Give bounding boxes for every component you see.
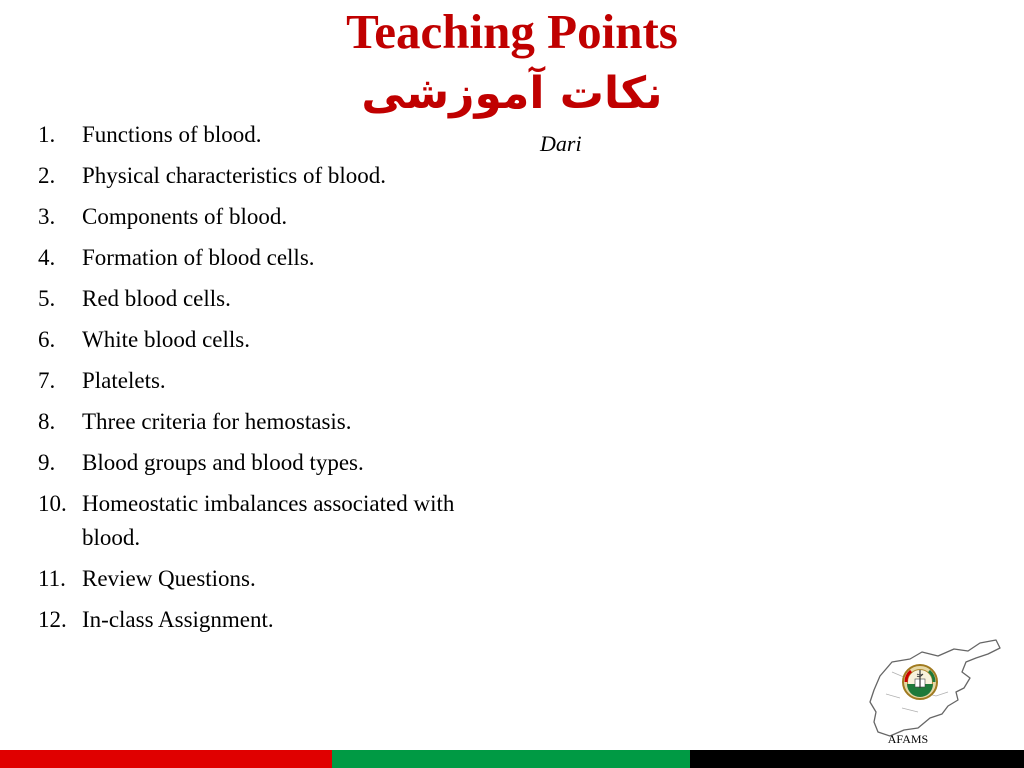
teaching-points-list (38, 118, 508, 644)
slide-title: Teaching Points (346, 4, 678, 59)
item-text: Functions of blood. (82, 122, 262, 147)
item-text: Platelets. (82, 368, 166, 393)
item-text: Physical characteristics of blood. (82, 163, 387, 188)
list-item (38, 603, 508, 637)
item-number: 3. (38, 204, 56, 229)
footer-flag-bar (0, 750, 1024, 768)
item-number: 9. (38, 450, 56, 475)
item-number: 7. (38, 368, 56, 393)
item-text: Components of blood. (82, 204, 288, 229)
item-text: White blood cells. (82, 327, 250, 352)
item-text: Blood groups and blood types. (82, 450, 364, 475)
list-item (38, 405, 508, 439)
item-text: Red blood cells. (82, 286, 231, 311)
list-item (38, 562, 508, 596)
list-item (38, 364, 508, 398)
list-item (38, 446, 508, 480)
list-item (38, 159, 508, 193)
list-item (38, 200, 508, 234)
item-number: 2. (38, 163, 56, 188)
item-number: 4. (38, 245, 56, 270)
item-number: 12. (38, 607, 67, 632)
slide-subtitle-dari: نکات آموزشی (361, 68, 663, 119)
list-item (38, 282, 508, 316)
afams-label: AFAMS (887, 732, 929, 746)
list-item (38, 487, 508, 555)
language-label: Dari (540, 131, 582, 156)
item-text: Homeostatic imbalances associated with blood. (82, 491, 455, 550)
item-text: Three criteria for hemostasis. (82, 409, 352, 434)
list-item (38, 241, 508, 275)
item-text: Review Questions. (82, 566, 256, 591)
footer-black-segment (690, 750, 1024, 768)
list-item (38, 118, 508, 152)
item-number: 5. (38, 286, 56, 311)
item-number: 10. (38, 491, 67, 516)
item-text: In-class Assignment. (82, 607, 274, 632)
footer-green-segment (332, 750, 690, 768)
item-text: Formation of blood cells. (82, 245, 315, 270)
list-item (38, 323, 508, 357)
item-number: 6. (38, 327, 56, 352)
item-number: 8. (38, 409, 56, 434)
footer-red-segment (0, 750, 332, 768)
item-number: 1. (38, 122, 56, 147)
item-number: 11. (38, 566, 66, 591)
